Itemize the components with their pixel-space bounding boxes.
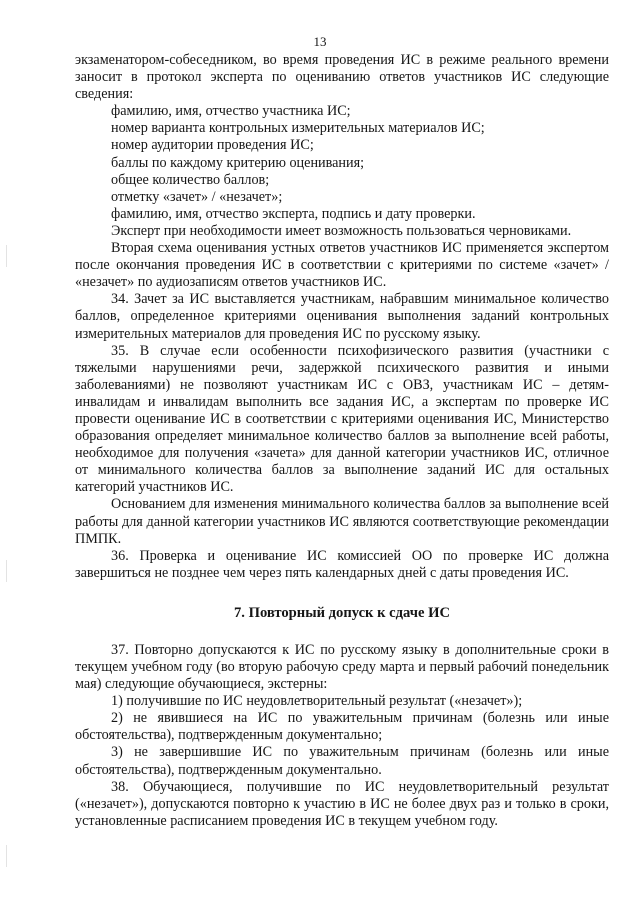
paragraph: Эксперт при необходимости имеет возможность пользоваться черновиками. xyxy=(111,222,572,239)
text-block-bottom xyxy=(75,642,609,830)
scan-edge-mark xyxy=(6,560,7,582)
paragraph-clause-38: 38. Обучающиеся, получившие по ИС неудовлетворительный результат («незачет»), допускаются повторно к участию в ИС не более двух раз и только в сроки, установленные расписанием проведения ИС в текущем учебном году. xyxy=(75,778,609,829)
paragraph: Основанием для изменения минимального количества баллов за выполнение всей работы для данной категории участников ИС являются соответствующие рекомендации ПМПК. xyxy=(75,496,609,547)
paragraph-clause-35: 35. В случае если особенности психофизического развития (участники с тяжелыми нарушениями речи, задержкой психического развития и иными заболеваниями) не позволяют участникам ИС с ОВЗ, участникам ИС – детям-инвалидам и инвалидам выполнить все задания ИС, а экспертам по проверке ИС провести оценивание ИС в соответствии с критериями оценивания ИС, Министерство образования определяет минимальное количество баллов за выполнение всей работы, необходимое для получения «зачета» для данной категории участников ИС, отличное от минимального количества баллов за выполнение заданий ИС для остальных категорий участников ИС. xyxy=(75,342,609,496)
list-item: баллы по каждому критерию оценивания; xyxy=(111,154,365,171)
list-item: общее количество баллов; xyxy=(111,171,270,188)
list-item: 2) не явившиеся на ИС по уважительным причинам (болезнь или иные обстоятельства), подтвержденным документально; xyxy=(75,710,609,744)
scan-edge-mark xyxy=(6,245,7,267)
list-item: 1) получившие по ИС неудовлетворительный результат («незачет»); xyxy=(111,693,523,710)
list-item: фамилию, имя, отчество участника ИС; xyxy=(111,103,351,120)
list-item: отметку «зачет» / «незачет»; xyxy=(111,188,283,205)
list-item: номер аудитории проведения ИС; xyxy=(111,137,314,154)
text-block-top xyxy=(75,52,609,582)
paragraph-clause-34: 34. Зачет за ИС выставляется участникам, набравшим минимальное количество баллов, определенное критериями оценивания выполнения заданий контрольных измерительных материалов для проведения ИС по русскому языку. xyxy=(75,291,609,342)
paragraph: Вторая схема оценивания устных ответов участников ИС применяется экспертом после окончания проведения ИС в соответствии с критериями по системе «зачет» / «незачет» по аудиозаписям ответов участников ИС. xyxy=(75,240,609,291)
section-heading: 7. Повторный допуск к сдаче ИС xyxy=(234,604,450,621)
document-body xyxy=(75,52,609,830)
page-number: 13 xyxy=(313,34,327,49)
paragraph-clause-37: 37. Повторно допускаются к ИС по русскому языку в дополнительные сроки в текущем учебном году (во вторую рабочую среду марта и первый рабочий понедельник мая) следующие обучающиеся, экстерны: xyxy=(75,641,609,693)
list-item: 3) не завершившие ИС по уважительным причинам (болезнь или иные обстоятельства), подтвержденным документально. xyxy=(75,744,609,778)
list-item: номер варианта контрольных измерительных материалов ИС; xyxy=(111,120,485,137)
paragraph: экзаменатором-собеседником, во время проведения ИС в режиме реального времени заносит в протокол эксперта по оцениванию ответов участников ИС следующие сведения: xyxy=(75,52,609,103)
list-item: фамилию, имя, отчество эксперта, подпись и дату проверки. xyxy=(111,205,476,222)
scan-edge-mark xyxy=(6,845,7,867)
paragraph-clause-36: 36. Проверка и оценивание ИС комиссией ОО по проверке ИС должна завершиться не позднее чем через пять календарных дней с даты проведения ИС. xyxy=(75,547,609,581)
